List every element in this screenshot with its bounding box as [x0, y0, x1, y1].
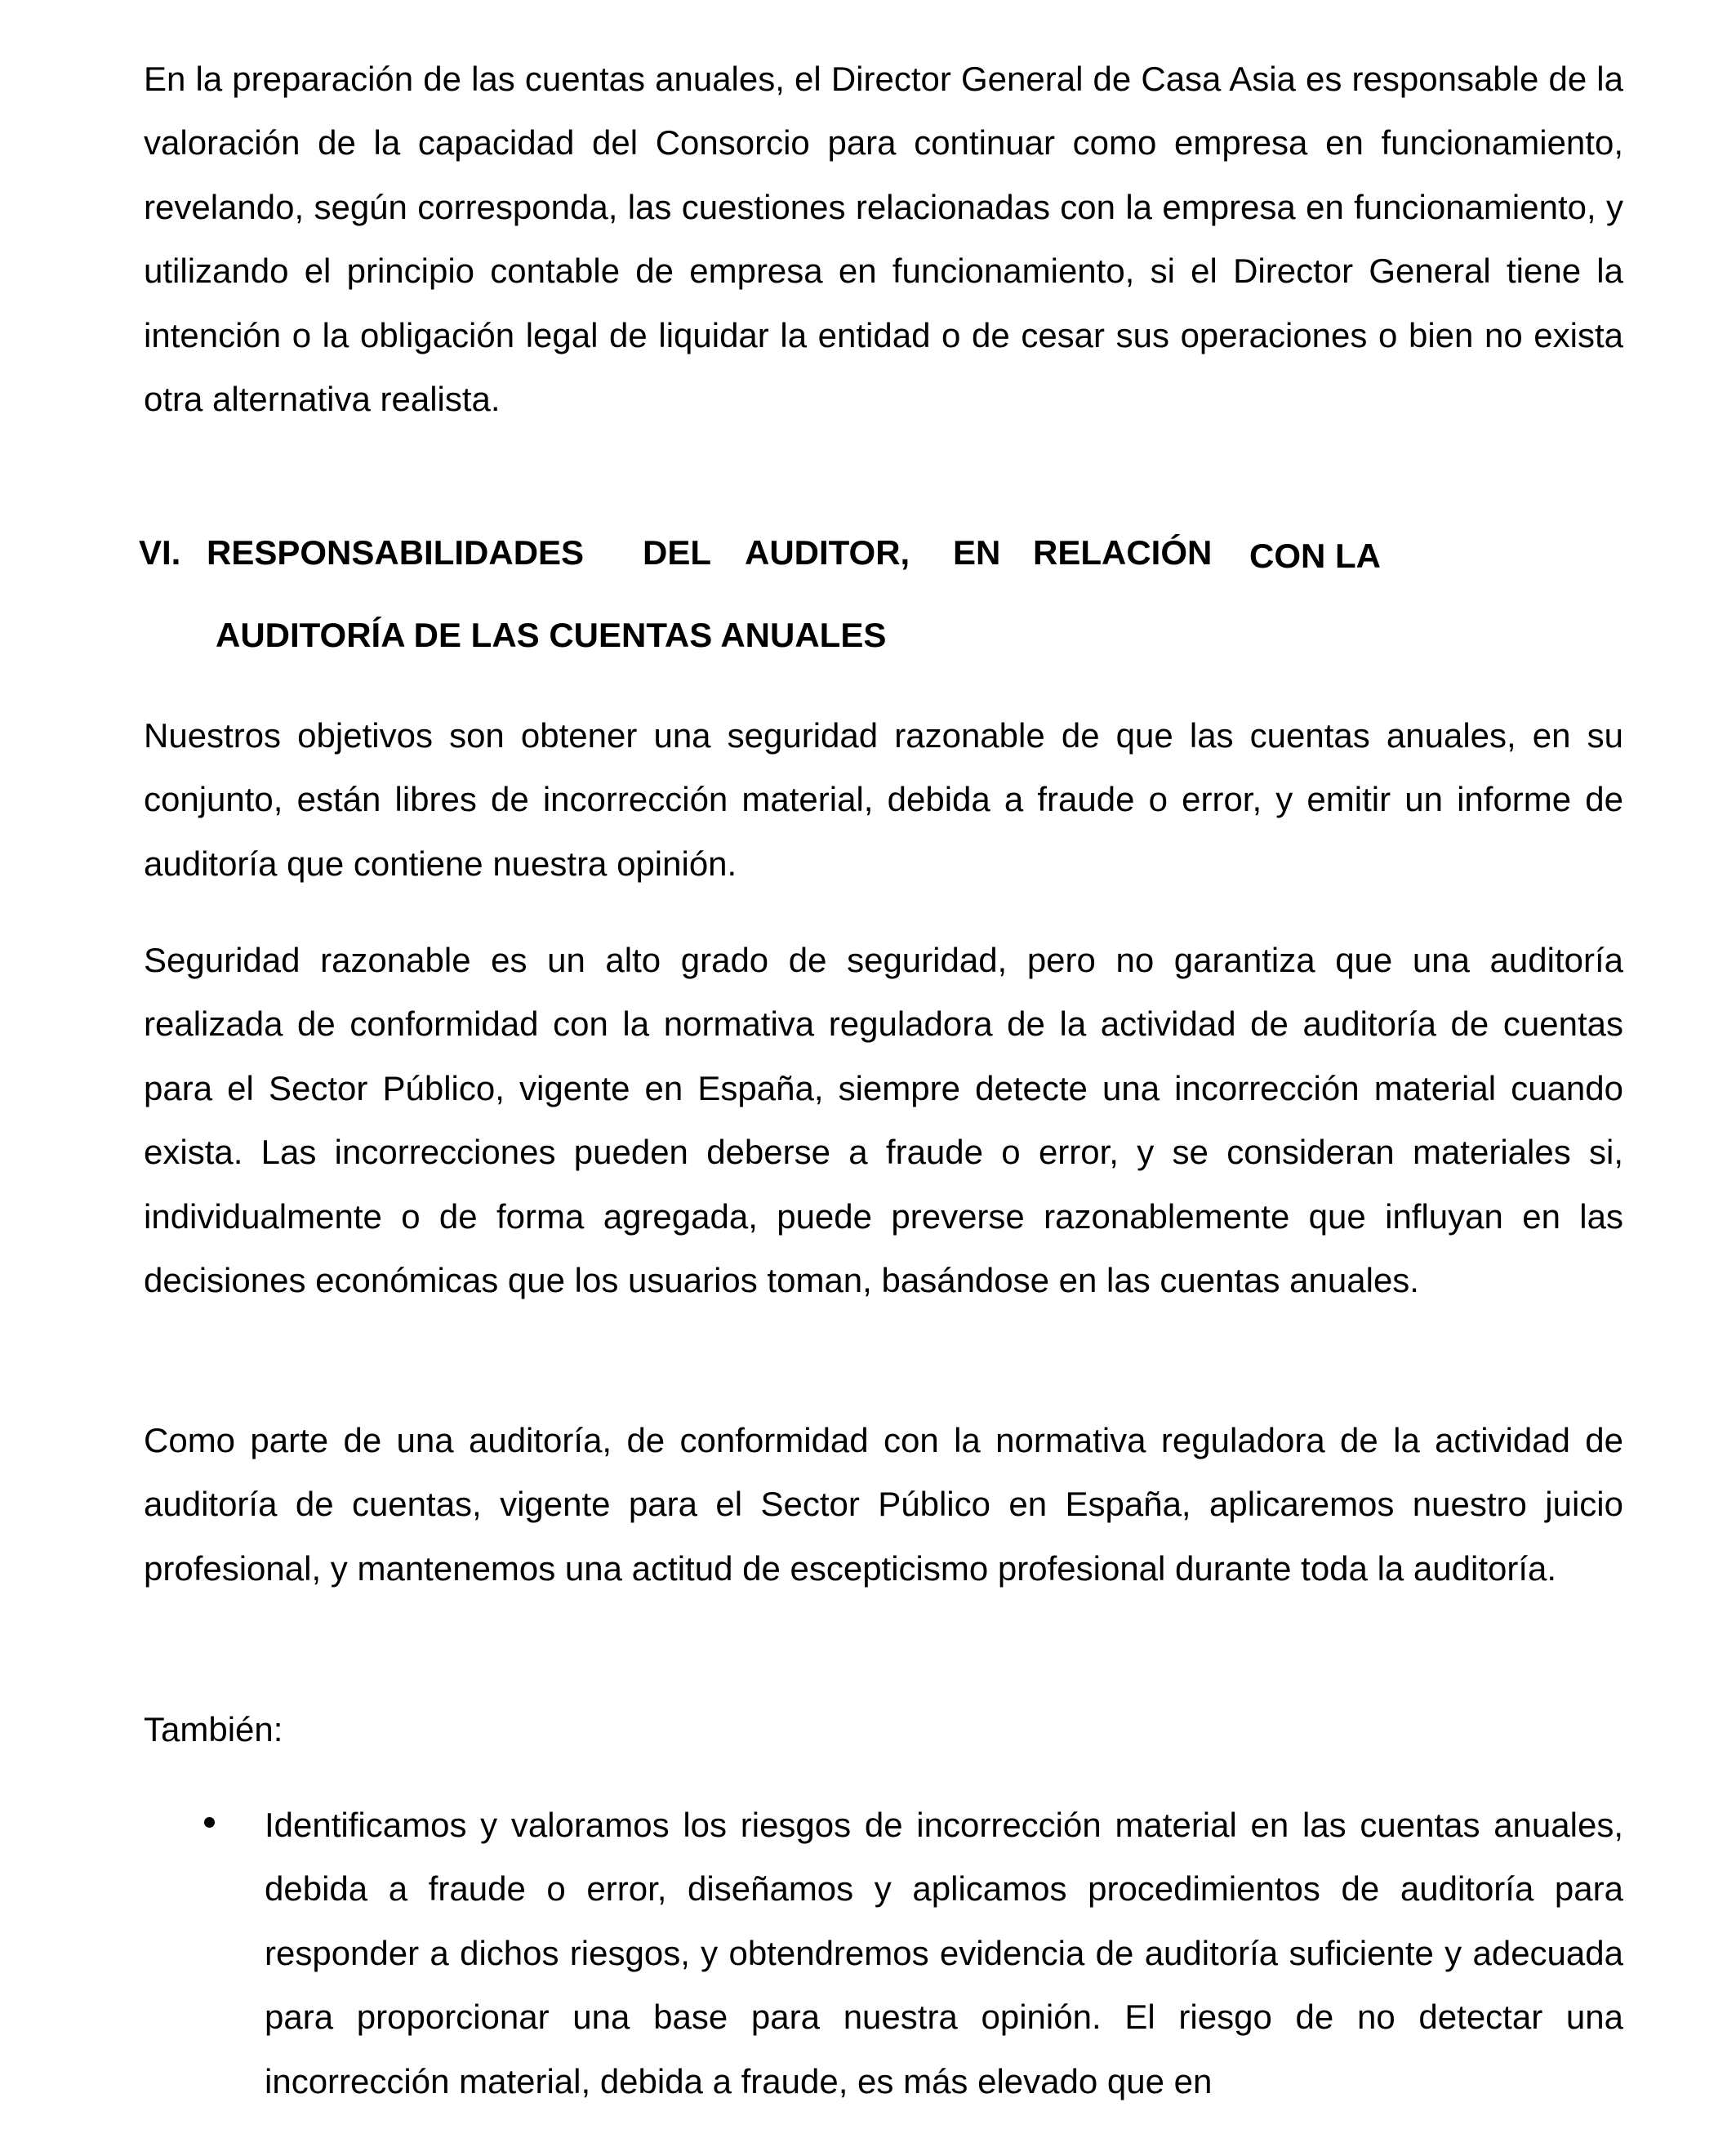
heading-word: EN: [953, 533, 1001, 572]
heading-word: RELACIÓN: [1033, 533, 1213, 572]
heading-word: CON LA: [1249, 537, 1381, 575]
paragraph-objectives: Nuestros objetivos son obtener una seguridad razonable de que las cuentas anuales, en su conjunto, están libres de incorrección material, debida a fraude o error, y emitir un informe de auditoría que contiene nuestra opinión.: [144, 716, 1623, 883]
heading-line-2: AUDITORÍA DE LAS CUENTAS ANUALES: [216, 616, 887, 654]
heading-word: DEL: [643, 533, 711, 572]
list-item: Identificamos y valoramos los riesgos de incorrección material en las cuentas anuales, debida a fraude o error, diseñamos y aplicamos procedimientos de auditoría para responder a dichos riesgos, y obtendremos evidencia de auditoría suficiente y adecuada para proporcionar una base para nuestra opinión. El riesgo de no detectar una incorrección material, debida a fraude, es más elevado que en: [265, 1806, 1623, 2100]
paragraph-also: También:: [144, 1710, 283, 1748]
paragraph-reasonable-assurance: Seguridad razonable es un alto grado de seguridad, pero no garantiza que una auditoría realizada de conformidad con la normativa reguladora de la actividad de auditoría de cuentas para el Sector Público, vigente en España, siempre detecte una incorrección material cuando exista. Las incorrecciones pueden deberse a fraude o error, y se consideran materiales si, individualmente o de forma agregada, puede preverse razonablemente que influyan en las decisiones económicas que los usuarios toman, basándose en las cuentas anuales.: [144, 941, 1623, 1300]
paragraph-going-concern: En la preparación de las cuentas anuales, el Director General de Casa Asia es responsable de la valoración de la capacidad del Consorcio para continuar como empresa en funcionamiento, revelando, según corresponda, las cuestiones relacionadas con la empresa en funcionamiento, y utilizando el principio contable de empresa en funcionamiento, si el Director General tiene la intención o la obligación legal de liquidar la entidad o de cesar sus operaciones o bien no exista otra alternativa realista.: [144, 60, 1623, 419]
heading-word: RESPONSABILIDADES: [207, 533, 585, 572]
heading-word: AUDITOR,: [745, 533, 910, 572]
paragraph-professional-judgment: Como parte de una auditoría, de conformidad con la normativa reguladora de la actividad de auditoría de cuentas, vigente para el Sector Público en España, aplicaremos nuestro juicio profesional, y mantenemos una actitud de escepticismo profesional durante toda la auditoría.: [144, 1421, 1623, 1588]
section-number: VI.: [139, 533, 181, 572]
bullet-icon: [204, 1817, 215, 1828]
